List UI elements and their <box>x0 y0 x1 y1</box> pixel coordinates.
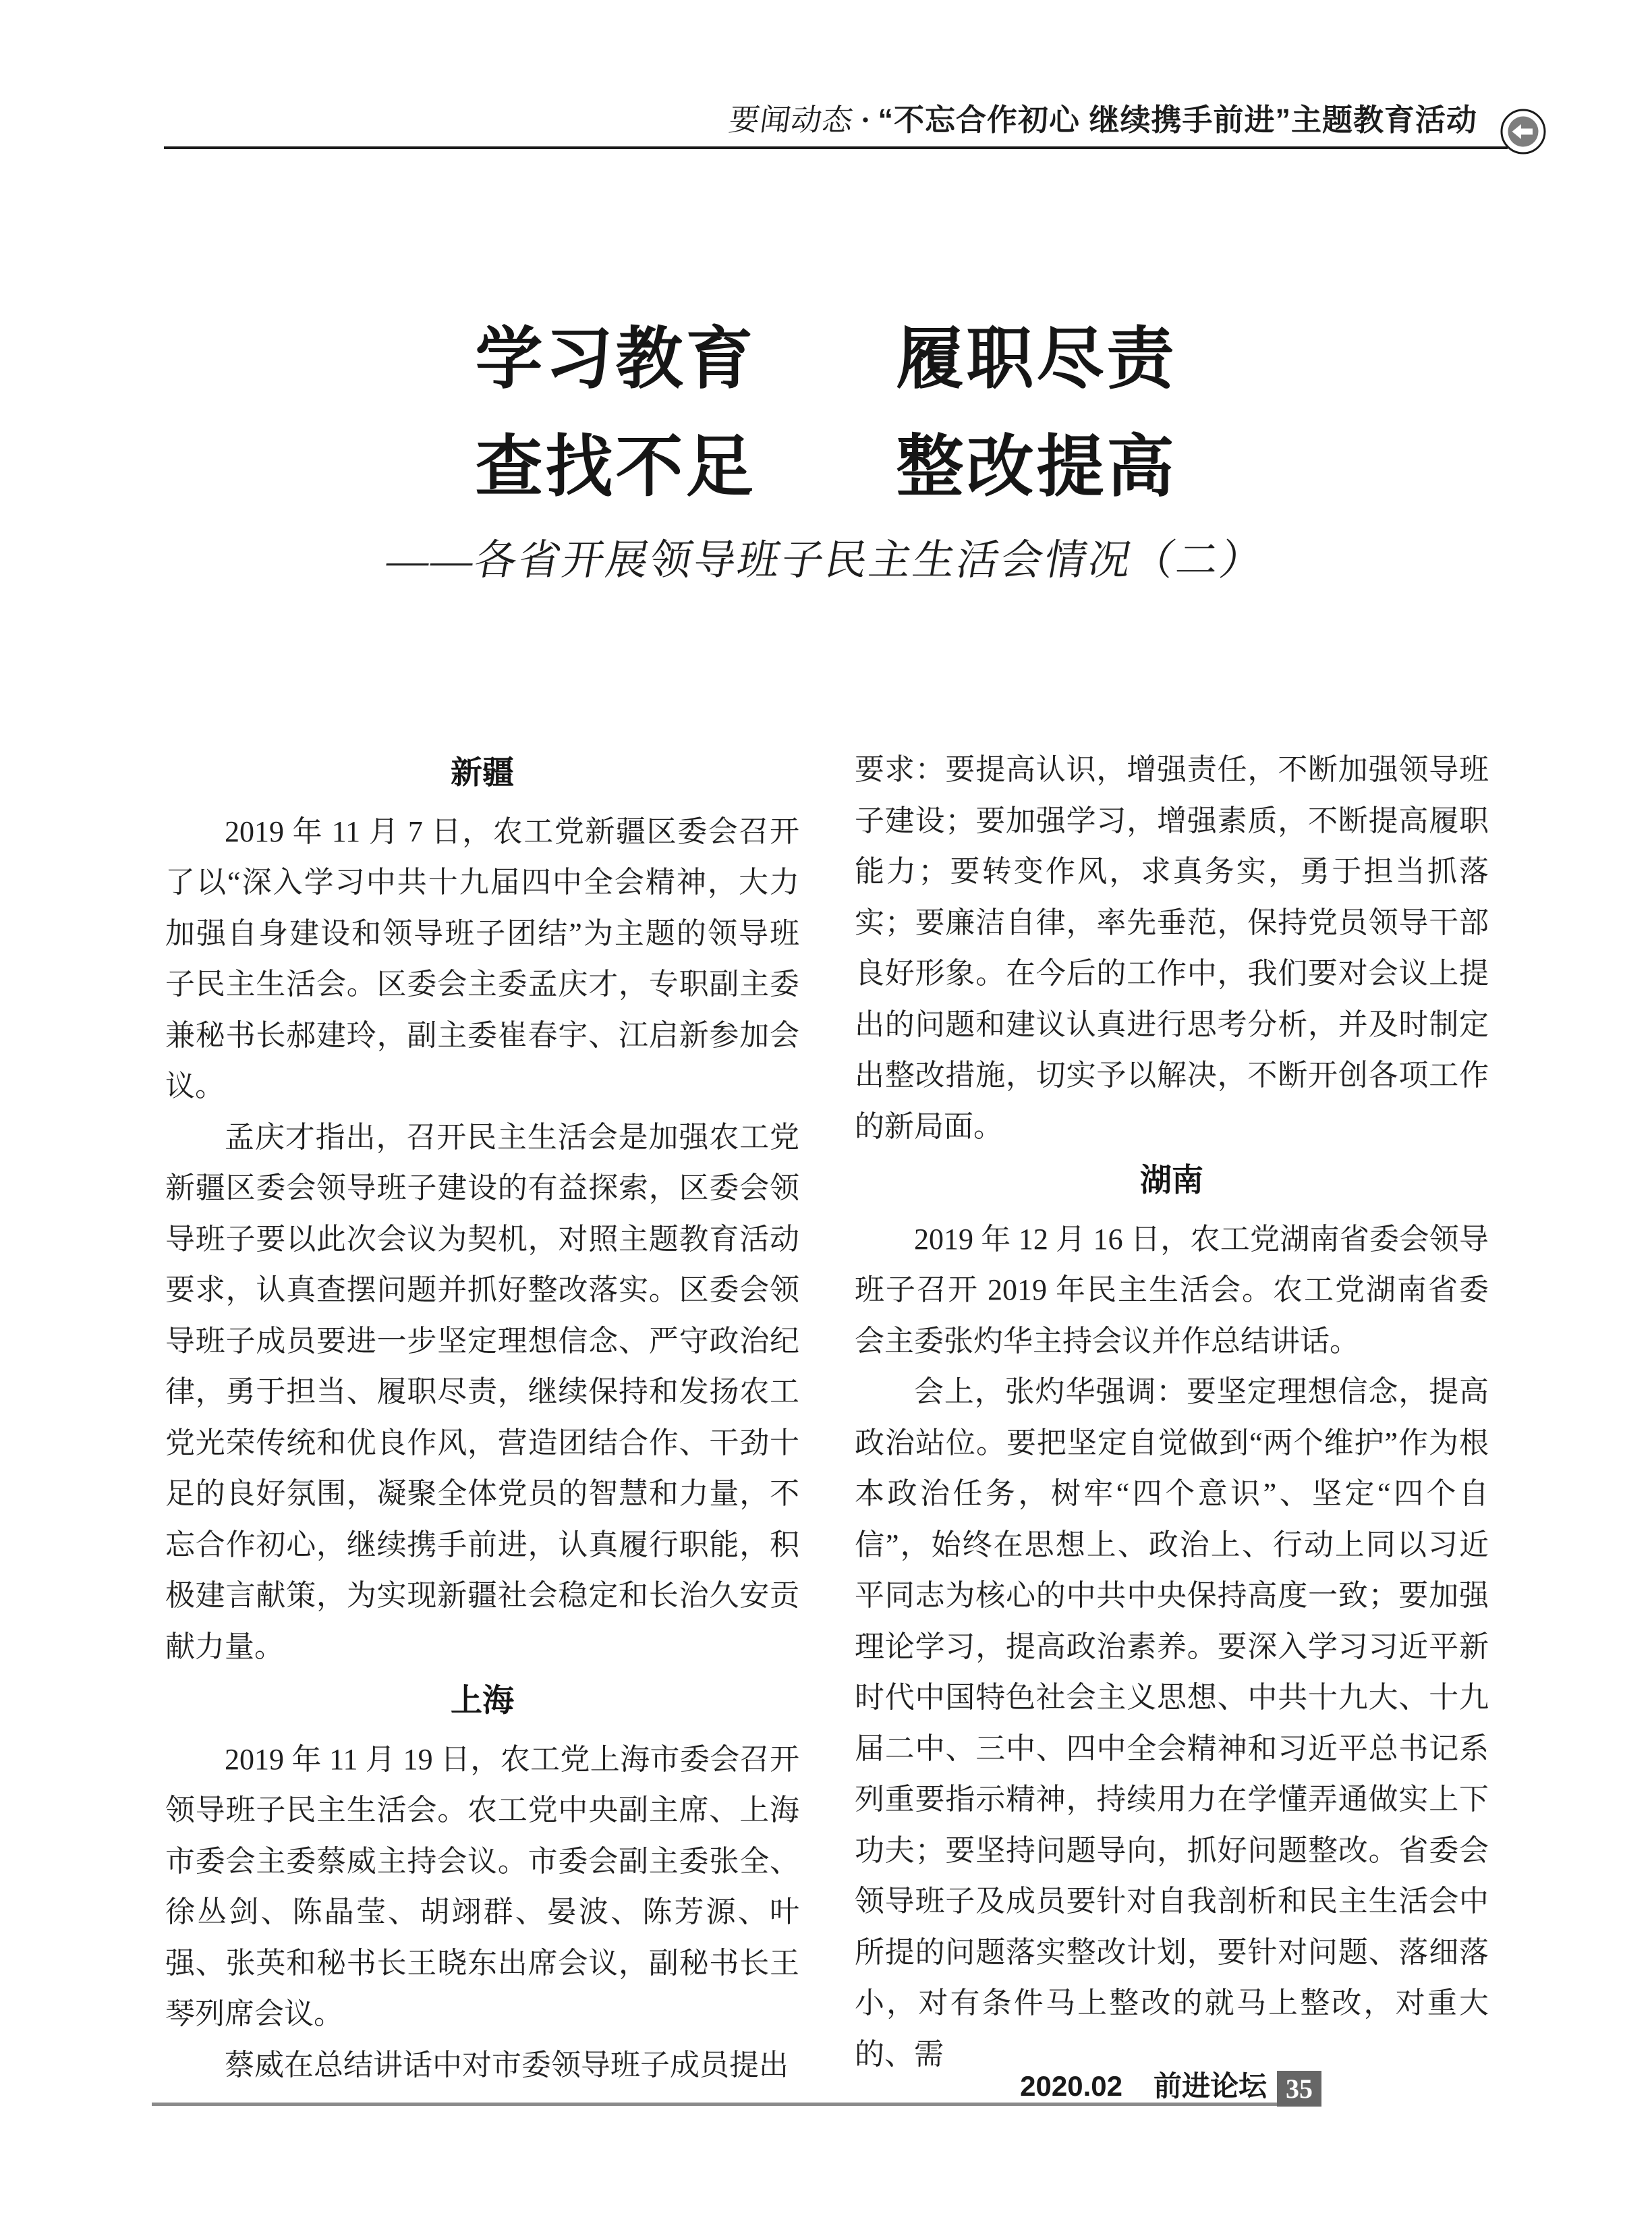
page-number: 35 <box>1286 2074 1313 2104</box>
footer-issue: 2020.02 <box>1020 2070 1122 2102</box>
body-paragraph: 蔡威在总结讲话中对市委领导班子成员提出 <box>225 2048 789 2082</box>
header-rule <box>164 146 1508 149</box>
section-heading-hunan: 湖南 <box>1140 1162 1203 1198</box>
page-header <box>729 99 1477 142</box>
article-title-line-1: 学习教育 履职尽责 <box>475 321 1177 397</box>
article-title <box>0 305 1652 521</box>
header-dot: · <box>860 103 872 137</box>
back-arrow-icon <box>1499 107 1547 156</box>
section-heading-shanghai: 上海 <box>451 1682 514 1718</box>
article-subtitle-text: ——各省开展领导班子民主生活会情况（二） <box>383 538 1269 584</box>
footer-rule <box>152 2103 1277 2106</box>
footer-journal-name: 前进论坛 <box>1153 2070 1267 2102</box>
article-subtitle <box>0 530 1652 591</box>
body-paragraph: 2019 年 12 月 16 日，农工党湖南省委会领导班子召开 2019 年民主生活会。农工党湖南省委会主委张灼华主持会议并作总结讲话。 <box>855 1222 1489 1358</box>
header-topic: “不忘合作初心 继续携手前进”主题教育活动 <box>878 103 1477 137</box>
body-paragraph: 2019 年 11 月 7 日，农工党新疆区委会召开了以“深入学习中共十九届四中全会精神，大力加强自身建设和领导班子团结”为主题的领导班子民主生活会。区委会主委孟庆才，专职副主委兼秘书长郝建玲，副主委崔春宇、江启新参加会议。 <box>165 814 799 1103</box>
body-paragraph-continuation: 要求：要提高认识，增强责任，不断加强领导班子建设；要加强学习，增强素质，不断提高履职能力；要转变作风，求真务实，勇于担当抓落实；要廉洁自律，率先垂范，保持党员领导干部良好形象。在今后的工作中，我们要对会议上提出的问题和建议认真进行思考分析，并及时制定出整改措施，切实予以解决，不断开创各项工作的新局面。 <box>855 753 1489 1143</box>
body-paragraph: 会上，张灼华强调：要坚定理想信念，提高政治站位。要把坚定自觉做到“两个维护”作为根本政治任务，树牢“四个意识”、坚定“四个自信”，始终在思想上、政治上、行动上同以习近平同志为核心的中共中央保持高度一致；要加强理论学习，提高政治素养。要深入学习习近平新时代中国特色社会主义思想、中共十九大、十九届二中、三中、四中全会精神和习近平总书记系列重要指示精神，持续用力在学懂弄通做实上下功夫；要坚持问题导向，抓好问题整改。省委会领导班子及成员要针对自我剖析和民主生活会中所提的问题落实整改计划，要针对问题、落细落小，对有条件马上整改的就马上整改，对重大的、需 <box>855 1375 1489 2071</box>
article-title-line-2: 查找不足 整改提高 <box>475 429 1177 505</box>
body-paragraph: 2019 年 11 月 19 日，农工党上海市委会召开领导班子民主生活会。农工党中央副主席、上海市委会主委蔡威主持会议。市委会副主委张全、徐丛剑、陈晶莹、胡翊群、晏波、陈芳源、叶强、张英和秘书长王晓东出席会议，副秘书长王琴列席会议。 <box>165 1742 799 2030</box>
page-number-badge <box>1277 2071 1321 2107</box>
header-section-label: 要闻动态 <box>727 103 856 137</box>
footer-info <box>1020 2067 1267 2105</box>
section-heading-xinjiang: 新疆 <box>451 754 514 790</box>
right-column <box>855 744 1489 2080</box>
body-paragraph: 孟庆才指出，召开民主生活会是加强农工党新疆区委会领导班子建设的有益探索，区委会领导班子要以此次会议为契机，对照主题教育活动要求，认真查摆问题并抓好整改落实。区委会领导班子成员要进一步坚定理想信念、严守政治纪律，勇于担当、履职尽责，继续保持和发扬农工党光荣传统和优良作风，营造团结合作、干劲十足的良好氛围，凝聚全体党员的智慧和力量，不忘合作初心，继续携手前进，认真履行职能，积极建言献策，为实现新疆社会稳定和长治久安贡献力量。 <box>165 1120 799 1663</box>
left-column <box>165 744 799 2090</box>
